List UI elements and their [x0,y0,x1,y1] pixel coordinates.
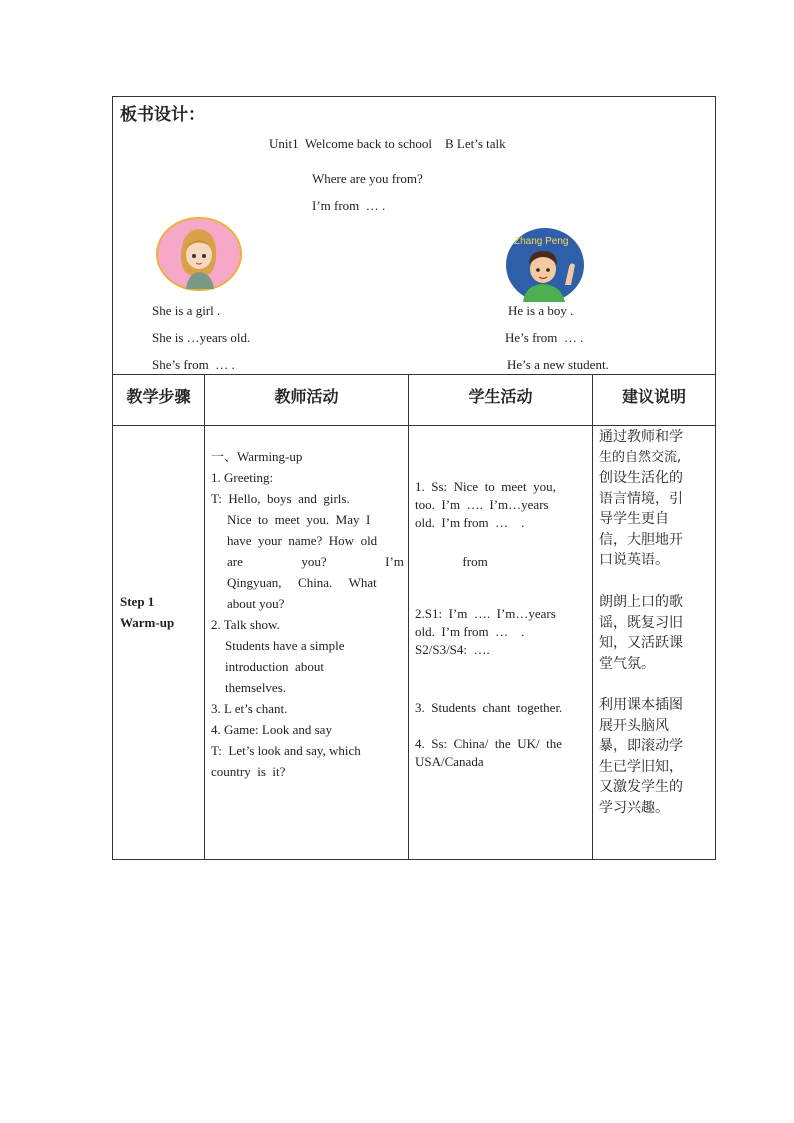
teacher-game-line: T: Let’s look and say, which [211,743,361,758]
note-line: 堂气氛。 [599,655,655,672]
step-label [120,591,174,633]
step-number: Step 1 [120,594,155,609]
note-line: 朗朗上口的歌 [599,594,683,610]
student-line: old. I’m from … . [415,515,525,530]
teacher-greeting: 1. Greeting: [211,470,274,485]
header-bottom-line [112,425,716,426]
teacher-chant: 3. L et’s chant. [211,701,288,716]
note-line: 导学生更自 [599,511,669,527]
teacher-line: T: Hello, boys and girls. [211,491,350,506]
table-border-right [715,96,716,860]
note-line: 知，又活跃课 [599,635,683,651]
teacher-line-text: are you? I’m from [227,554,488,569]
teacher-line: have your name? How old [227,533,378,548]
girl-line-3: She’s from … . [152,357,235,372]
table-border-top [112,96,716,97]
answer-line: I’m from … . [312,198,386,213]
teacher-talk-line: introduction about [225,659,324,674]
student-line: old. I’m from … . [415,624,525,639]
student-activity-4 [415,735,585,771]
boy-name-label: Zhang Peng [514,236,569,247]
note-line: 利用课本插图 [599,697,683,713]
note-line: 生的自然交流, [599,449,682,465]
note-line: 生已学旧知， [599,758,683,775]
header-student: 学生活动 [468,387,533,406]
board-heading: 板书设计： [120,105,205,125]
teacher-talk-line: themselves. [225,680,287,695]
notes-block-2 [599,592,683,674]
note-line: 语言情境，引 [599,490,683,507]
note-line: 口说英语。 [599,552,669,568]
teacher-line: Qingyuan, China. What [227,575,377,590]
boy-line-3: He’s a new student. [507,357,609,372]
teacher-section-title: 一、Warming-up [211,449,303,464]
note-line: 暴，即滚动学 [599,738,683,754]
table-border-left [112,96,113,860]
student-line: 4. Ss: China/ the UK/ the [415,736,562,751]
note-line: 又激发学生的 [599,779,683,795]
student-activity-2 [415,605,585,659]
student-line: S2/S3/S4: …. [415,642,490,657]
note-line: 谣，既复习旧 [599,614,683,631]
col-divider-1 [204,374,205,860]
student-line: USA/Canada [415,754,484,769]
question-line: Where are you from? [312,171,423,186]
header-steps: 教学步骤 [126,387,191,406]
teacher-game-line: country is it? [211,764,286,779]
girl-line-2: She is …years old. [152,330,251,345]
student-activity-3: 3. Students chant together. [415,700,563,715]
notes-block-3 [599,695,683,818]
teacher-game: 4. Game: Look and say [211,722,332,737]
header-teacher: 教师活动 [274,387,339,406]
student-line: 2.S1: I’m …. I’m…years [415,606,556,621]
girl-line-1: She is a girl . [152,303,221,318]
header-notes: 建议说明 [621,387,686,406]
col-divider-3 [592,374,593,860]
student-activity-1 [415,478,585,532]
table-border-bottom [112,859,716,860]
notes-block-1 [599,427,683,571]
teacher-talk-line: Students have a simple [225,638,345,653]
unit-title: Unit1 Welcome back to school B Let’s talk [269,136,506,151]
boy-line-2: He’s from … . [505,330,584,345]
col-divider-2 [408,374,409,860]
note-line: 展开头脑风 [599,717,669,734]
note-line: 学习兴趣。 [599,799,669,816]
boy-line-1: He is a boy . [508,303,574,318]
teacher-line: Nice to meet you. May I [227,512,371,527]
note-line: 创设生活化的 [599,470,683,486]
teacher-talk-show: 2. Talk show. [211,617,280,632]
note-line: 信，大胆地开 [599,531,683,548]
student-line: too. I’m …. I’m…years [415,497,549,512]
teacher-line: about you? [227,596,285,611]
step-title: Warm-up [120,615,175,630]
girl-avatar [156,217,242,291]
teacher-line [227,551,488,572]
student-line: 1. Ss: Nice to meet you, [415,479,556,494]
note-line: 通过教师和学 [599,429,683,445]
